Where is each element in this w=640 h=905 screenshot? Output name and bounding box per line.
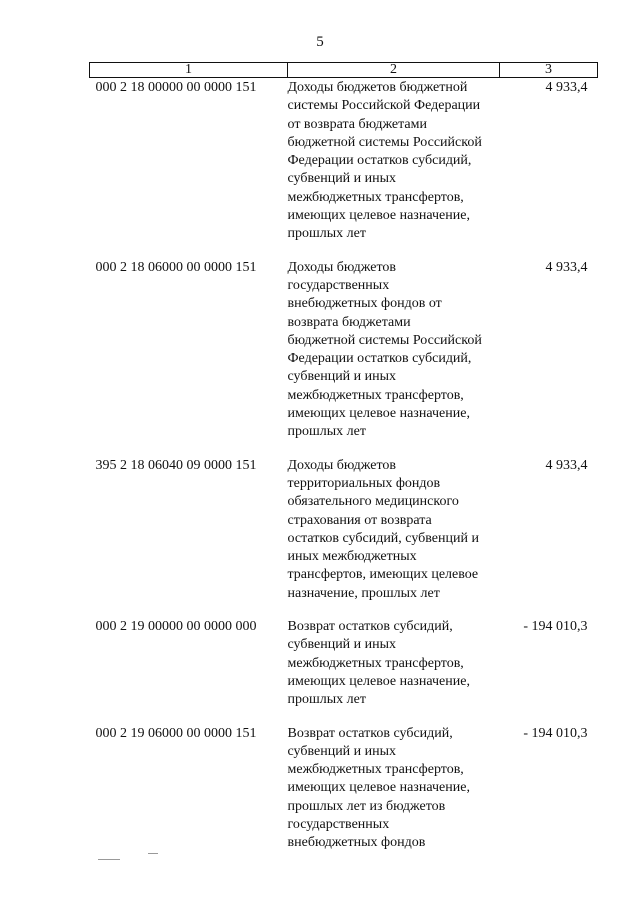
- row-spacer: [90, 603, 598, 617]
- income-name-line: имеющих целевое назначение,: [287, 208, 470, 224]
- budget-code: 000 2 19 00000 00 0000 000: [95, 619, 257, 635]
- income-name-line: прошлых лет: [287, 424, 366, 440]
- income-name-line: государственных: [287, 277, 390, 293]
- income-name-line: прошлых лет: [287, 692, 366, 708]
- amount: - 194 010,3: [523, 619, 588, 635]
- income-name-line: бюджетной системы Российской: [287, 134, 482, 150]
- budget-code: 000 2 18 00000 00 0000 151: [95, 80, 257, 95]
- income-name: [288, 78, 500, 244]
- page-number: 5: [316, 34, 324, 50]
- scan-artifact: [148, 853, 158, 854]
- header-row: [90, 63, 598, 78]
- table-header: [90, 63, 598, 78]
- amount: 4 933,4: [545, 80, 588, 95]
- income-name-line: внебюджетных фондов от: [287, 296, 442, 312]
- column-header-2: 2: [288, 63, 500, 78]
- income-name-line: Доходы бюджетов: [287, 259, 397, 275]
- income-name-line: Возврат остатков субсидий,: [287, 725, 453, 741]
- income-name-line: прошлых лет: [287, 226, 366, 242]
- income-name-line: имеющих целевое назначение,: [287, 406, 470, 422]
- row-spacer-cell: [90, 710, 598, 724]
- income-name-line: от возврата бюджетами: [287, 116, 427, 132]
- income-name-line: обязательного медицинского: [287, 494, 459, 510]
- table-row: [90, 617, 598, 709]
- income-name-line: имеющих целевое назначение,: [287, 780, 470, 796]
- income-name-line: межбюджетных трансфертов,: [287, 387, 464, 403]
- column-header-1: 1: [90, 63, 288, 78]
- income-name-line: остатков субсидий, субвенций и: [287, 530, 479, 546]
- income-name-line: Доходы бюджетов бюджетной: [287, 80, 468, 95]
- income-name-line: назначение, прошлых лет: [287, 585, 440, 601]
- budget-table: [89, 62, 598, 853]
- row-spacer-cell: [90, 442, 598, 456]
- income-name-line: Возврат остатков субсидий,: [287, 619, 453, 635]
- table-row: [90, 456, 598, 603]
- income-name-line: субвенций и иных: [287, 171, 397, 187]
- income-name-line: иных межбюджетных: [287, 549, 417, 565]
- row-spacer-cell: [90, 603, 598, 617]
- income-name-line: Федерации остатков субсидий,: [287, 351, 472, 367]
- income-name-line: межбюджетных трансфертов,: [287, 762, 464, 778]
- income-name-line: системы Российской Федерации: [287, 98, 481, 114]
- income-name-line: внебюджетных фондов: [287, 835, 426, 851]
- income-name: [288, 617, 500, 709]
- budget-code: 395 2 18 06040 09 0000 151: [95, 457, 257, 473]
- income-name-line: возврата бюджетами: [287, 314, 411, 330]
- income-name: [288, 724, 500, 853]
- amount: - 194 010,3: [523, 725, 588, 741]
- income-name-line: Доходы бюджетов: [287, 457, 397, 473]
- income-name-line: трансфертов, имеющих целевое: [287, 567, 479, 583]
- budget-code: 000 2 19 06000 00 0000 151: [95, 725, 257, 741]
- table-body: [90, 78, 598, 853]
- income-name-line: имеющих целевое назначение,: [287, 673, 470, 689]
- row-spacer: [90, 710, 598, 724]
- income-name-line: субвенций и иных: [287, 637, 397, 653]
- table-row: [90, 78, 598, 244]
- income-name-line: государственных: [287, 816, 390, 832]
- row-spacer: [90, 244, 598, 258]
- income-name-line: межбюджетных трансфертов,: [287, 189, 464, 205]
- row-spacer: [90, 442, 598, 456]
- row-spacer-cell: [90, 244, 598, 258]
- income-name-line: субвенций и иных: [287, 369, 397, 385]
- amount: 4 933,4: [545, 259, 588, 275]
- scan-artifact: [98, 859, 120, 860]
- table-row: [90, 258, 598, 442]
- budget-code: 000 2 18 06000 00 0000 151: [95, 259, 257, 275]
- income-name-line: Федерации остатков субсидий,: [287, 153, 472, 169]
- income-name: [288, 456, 500, 603]
- amount: 4 933,4: [545, 457, 588, 473]
- table-row: [90, 724, 598, 853]
- income-name-line: бюджетной системы Российской: [287, 332, 482, 348]
- column-header-3: 3: [500, 63, 598, 78]
- income-name: [288, 258, 500, 442]
- income-name-line: межбюджетных трансфертов,: [287, 655, 464, 671]
- income-name-line: субвенций и иных: [287, 743, 397, 759]
- income-name-line: прошлых лет из бюджетов: [287, 798, 446, 814]
- income-name-line: территориальных фондов: [287, 475, 441, 491]
- income-name-line: страхования от возврата: [287, 512, 432, 528]
